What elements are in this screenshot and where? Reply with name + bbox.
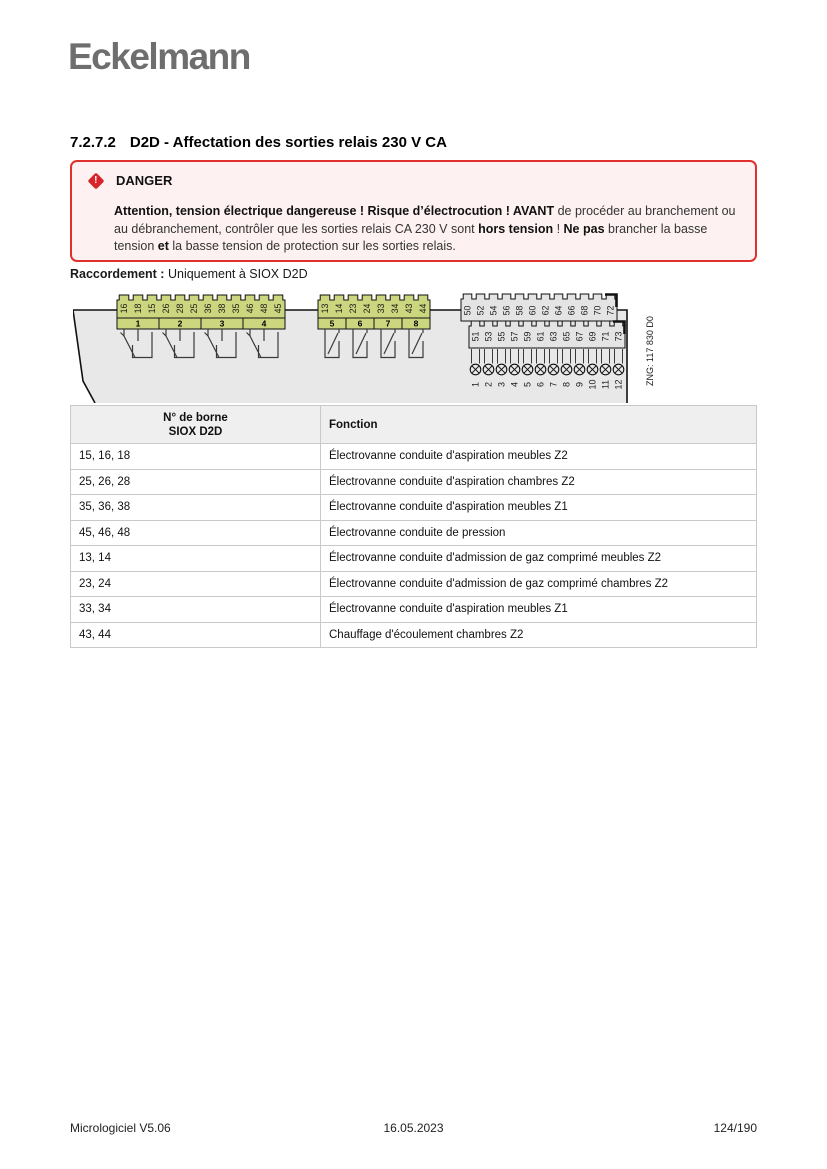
terminal-label: 70	[592, 305, 603, 316]
footer-version: Micrologiciel V5.06	[70, 1121, 171, 1135]
terminal-label: 16	[119, 303, 130, 314]
fonction-cell: Électrovanne conduite de pression	[321, 520, 757, 546]
terminal-label: 18	[133, 303, 144, 314]
table-row	[71, 597, 757, 623]
terminal-label: 14	[334, 303, 345, 314]
lamp-number-label: 12	[613, 379, 624, 390]
terminal-label: 51	[470, 331, 481, 342]
terminal-label: 45	[273, 303, 284, 314]
terminal-label: 25	[189, 303, 200, 314]
table-row	[71, 495, 757, 521]
fonction-cell: Électrovanne conduite d'admission de gaz comprimé chambres Z2	[321, 571, 757, 597]
terminal-label: 56	[501, 305, 512, 316]
company-logo: Eckelmann	[68, 36, 250, 77]
terminal-label: 73	[613, 331, 624, 342]
relay-group-label: 7	[385, 318, 391, 329]
terminal-label: 26	[161, 303, 172, 314]
terminal-label: 72	[605, 305, 616, 316]
terminal-label: 55	[496, 331, 507, 342]
section-number: 7.2.7.2	[70, 134, 116, 151]
terminal-label: 46	[245, 303, 256, 314]
terminal-label: 28	[175, 303, 186, 314]
raccordement-line	[70, 267, 308, 281]
lamp-number-label: 8	[561, 381, 572, 388]
terminal-label: 57	[509, 331, 520, 342]
table-header-row	[71, 406, 757, 444]
danger-header	[90, 173, 172, 188]
terminal-label: 33	[376, 303, 387, 314]
lamp-number-label: 11	[600, 379, 611, 390]
terminal-label: 43	[404, 303, 415, 314]
warning-diamond-icon: !	[88, 172, 105, 189]
terminal-label: 62	[540, 305, 551, 316]
terminal-label: 66	[566, 305, 577, 316]
terminal-label: 63	[548, 331, 559, 342]
lamp-number-label: 4	[509, 381, 520, 388]
footer-page-number: 124/190	[713, 1121, 757, 1135]
lamp-number-label: 5	[522, 381, 533, 388]
terminal-label: 68	[579, 305, 590, 316]
table-row	[71, 444, 757, 470]
raccordement-label: Raccordement :	[70, 267, 165, 281]
relay-group-label: 6	[357, 318, 363, 329]
footer-date: 16.05.2023	[383, 1121, 444, 1135]
terminal-label: 59	[522, 331, 533, 342]
terminal-label: 13	[320, 303, 331, 314]
relay-group-label: 1	[135, 318, 141, 329]
table-row	[71, 546, 757, 572]
terminal-label: 52	[475, 305, 486, 316]
terminal-label: 64	[553, 305, 564, 316]
terminal-label: 24	[362, 303, 373, 314]
relay-group-label: 4	[261, 318, 267, 329]
terminal-label: 69	[587, 331, 598, 342]
lamp-number-label: 9	[574, 381, 585, 388]
lamp-number-label: 7	[548, 381, 559, 388]
terminal-label: 61	[535, 331, 546, 342]
terminal-label: 34	[390, 303, 401, 314]
terminal-label: 36	[203, 303, 214, 314]
terminal-label: 53	[483, 331, 494, 342]
terminal-label: 15	[147, 303, 158, 314]
terminal-label: 44	[418, 303, 429, 314]
terminal-label: 67	[574, 331, 585, 342]
section-title: D2D - Affectation des sorties relais 230 V CA	[129, 134, 447, 151]
terminal-label: 50	[462, 305, 473, 316]
terminal-assignment-table	[70, 405, 757, 648]
relay-group-label: 5	[329, 318, 335, 329]
borne-cell: 15, 16, 18	[71, 444, 321, 470]
terminal-label: 38	[217, 303, 228, 314]
lamp-number-label: 3	[496, 381, 507, 388]
relay-group-label: 2	[177, 318, 183, 329]
col-header-fonction: Fonction	[321, 406, 757, 444]
section-heading	[70, 134, 447, 151]
lamp-number-label: 10	[587, 379, 598, 390]
terminal-label: 35	[231, 303, 242, 314]
col-header-borne: N° de borne SIOX D2D	[71, 406, 321, 444]
terminal-label: 71	[600, 331, 611, 342]
fonction-cell: Chauffage d'écoulement chambres Z2	[321, 622, 757, 648]
borne-cell: 25, 26, 28	[71, 469, 321, 495]
fonction-cell: Électrovanne conduite d'aspiration meubles Z1	[321, 495, 757, 521]
lamp-number-label: 1	[470, 381, 481, 388]
table-row	[71, 520, 757, 546]
danger-warning-box	[70, 160, 757, 262]
table-row	[71, 622, 757, 648]
fonction-cell: Électrovanne conduite d'aspiration meubles Z2	[321, 444, 757, 470]
terminal-label: 60	[527, 305, 538, 316]
terminal-label: 65	[561, 331, 572, 342]
table-row	[71, 469, 757, 495]
fonction-cell: Électrovanne conduite d'aspiration chambres Z2	[321, 469, 757, 495]
fonction-cell: Électrovanne conduite d'admission de gaz comprimé meubles Z2	[321, 546, 757, 572]
terminal-label: 48	[259, 303, 270, 314]
borne-cell: 33, 34	[71, 597, 321, 623]
raccordement-value: Uniquement à SIOX D2D	[167, 267, 308, 281]
zng-label: ZNG: 117 830 D0	[645, 316, 656, 386]
relay-group-label: 3	[219, 318, 225, 329]
danger-body-text: Attention, tension électrique dangereuse ! Risque d’électrocution ! AVANT de procéder au branchement ou au débranchement, contrôler que les sorties relais CA 230 V sont hors tension ! Ne pas brancher la basse tension et la basse tension de protection sur les sorties relais.	[114, 204, 736, 253]
wiring-diagram	[73, 291, 663, 403]
borne-cell: 23, 24	[71, 571, 321, 597]
table-row	[71, 571, 757, 597]
terminal-label: 54	[488, 305, 499, 316]
borne-cell: 35, 36, 38	[71, 495, 321, 521]
borne-cell: 45, 46, 48	[71, 520, 321, 546]
lamp-number-label: 2	[483, 381, 494, 388]
fonction-cell: Électrovanne conduite d'aspiration meubles Z1	[321, 597, 757, 623]
terminal-label: 23	[348, 303, 359, 314]
terminal-label: 58	[514, 305, 525, 316]
lamp-number-label: 6	[535, 381, 546, 388]
relay-group-label: 8	[413, 318, 419, 329]
danger-title: DANGER	[116, 173, 173, 188]
borne-cell: 13, 14	[71, 546, 321, 572]
borne-cell: 43, 44	[71, 622, 321, 648]
